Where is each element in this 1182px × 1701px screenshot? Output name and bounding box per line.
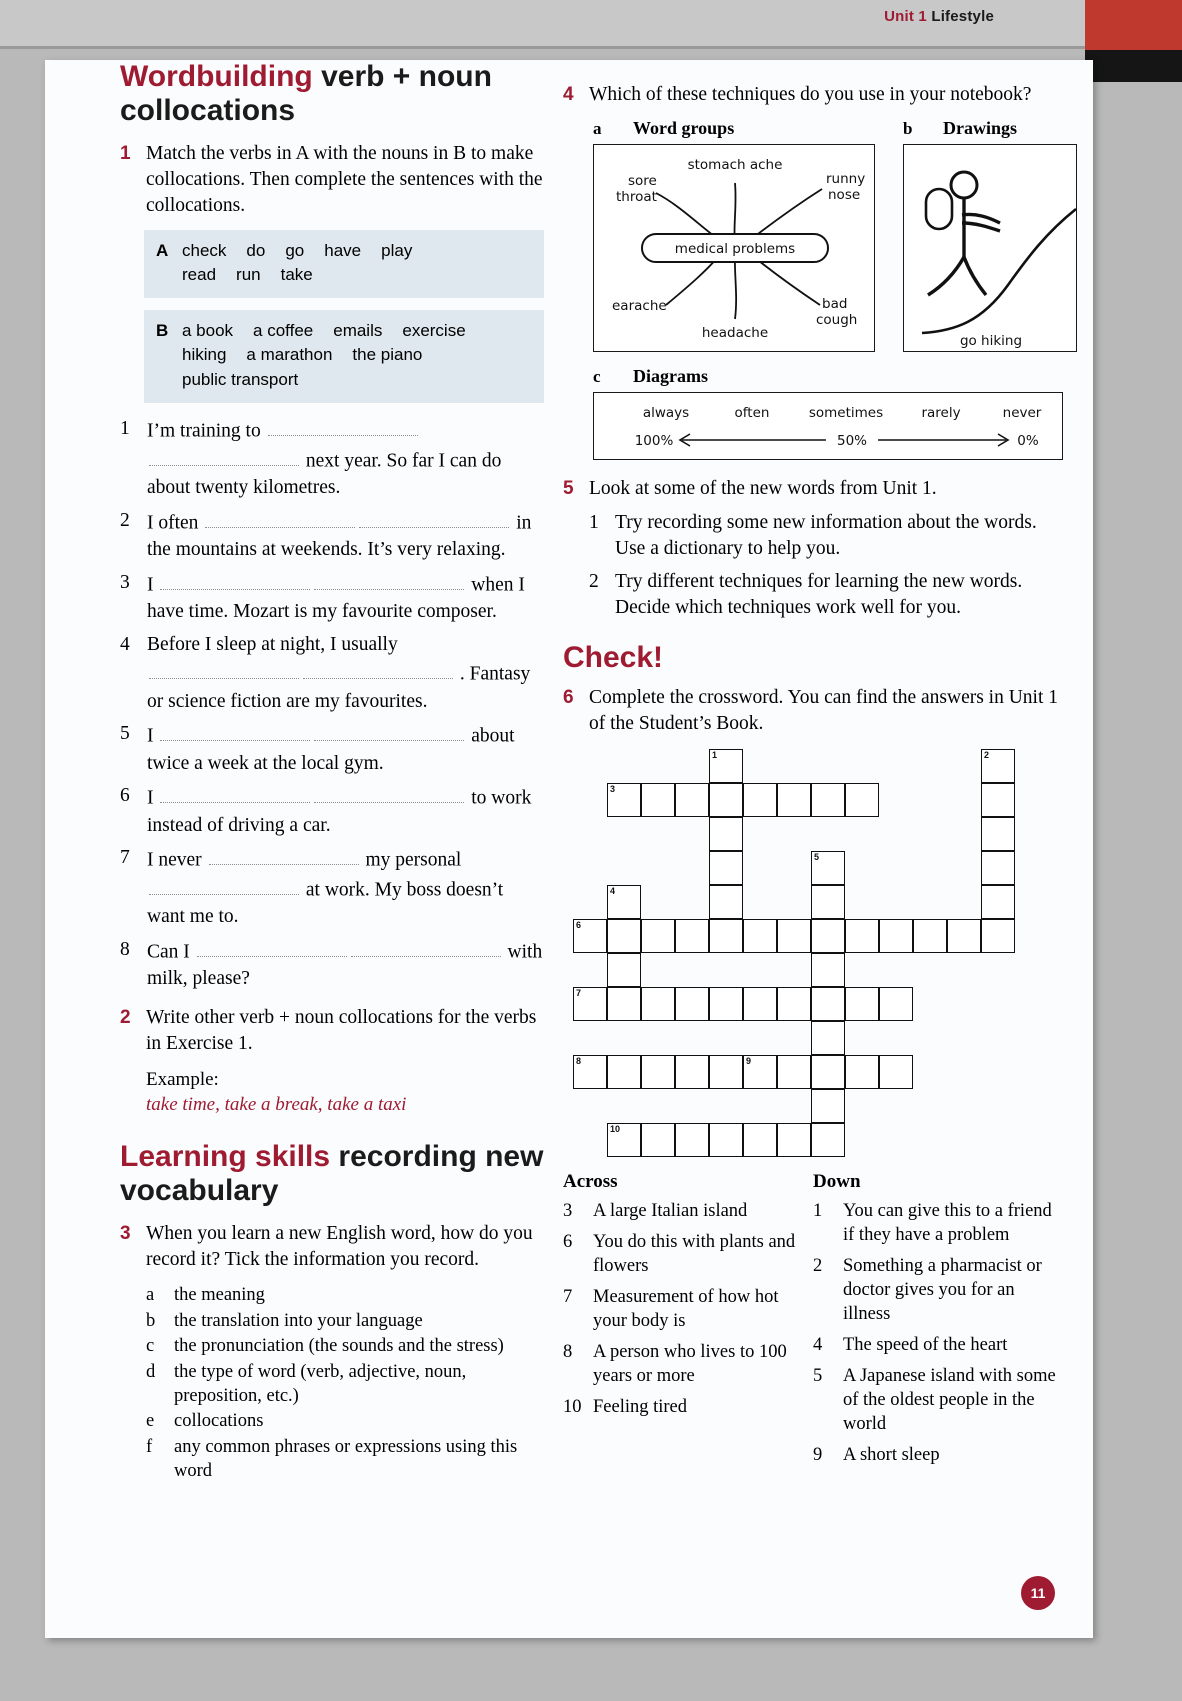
down-clues: [813, 1171, 1063, 1474]
crossword-cell-number: 6: [576, 920, 582, 930]
answer-blank[interactable]: [197, 936, 347, 957]
exercise-4-number: 4: [563, 84, 574, 105]
crossword-cell[interactable]: [777, 1055, 811, 1089]
crossword-cell[interactable]: [811, 1055, 845, 1089]
word-bank-b: [144, 310, 544, 403]
exercise-2: [120, 1005, 545, 1118]
scale-word: sometimes: [808, 405, 884, 422]
crossword-cell-number: 9: [746, 1056, 752, 1066]
clue-number: 5: [813, 1366, 823, 1387]
sentence-text: I about twice a week at the local gym.: [147, 720, 545, 777]
bank-b-word: hiking: [182, 345, 227, 365]
bank-a-word: have: [324, 240, 362, 260]
running-head-unit: Unit 1: [884, 8, 927, 25]
mindmap-branch-label: sore: [628, 173, 657, 190]
clue-number: 2: [813, 1256, 823, 1277]
sentence-item: [120, 569, 545, 626]
answer-blank[interactable]: [351, 936, 501, 957]
crossword-cell[interactable]: [709, 987, 743, 1021]
crossword-cell[interactable]: [743, 919, 777, 953]
exercise-3-instruction: When you learn a new English word, how do you record it? Tick the information you record.: [146, 1223, 533, 1271]
option-item[interactable]: [146, 1334, 545, 1358]
crossword-cell[interactable]: [675, 919, 709, 953]
clue-item: [813, 1364, 1063, 1436]
crossword-cell[interactable]: [777, 987, 811, 1021]
crossword-cell[interactable]: [981, 817, 1015, 851]
learning-skills-heading-black: recording new vocabulary: [120, 1139, 544, 1207]
sentence-item: [120, 782, 545, 839]
crossword-cell[interactable]: [811, 919, 845, 953]
crossword-cell-number: 3: [610, 784, 616, 794]
crossword-cell[interactable]: [607, 783, 641, 817]
bank-a-word: do: [246, 240, 266, 260]
crossword-cell[interactable]: [879, 919, 913, 953]
crossword-cell-number: 4: [610, 886, 616, 896]
clue-text: A short sleep: [843, 1445, 940, 1466]
right-column: [563, 60, 1063, 1474]
bank-a-word: go: [285, 240, 305, 260]
across-clues: [563, 1171, 813, 1474]
crossword-cell[interactable]: [879, 987, 913, 1021]
sentence-number: 6: [120, 784, 130, 806]
clue-text: You do this with plants and flowers: [593, 1232, 796, 1277]
clue-number: 1: [813, 1201, 823, 1221]
answer-blank[interactable]: [314, 720, 464, 741]
technique-c-label: Diagrams: [633, 366, 708, 387]
crossword-cell[interactable]: [811, 783, 845, 817]
word-groups-box: [593, 144, 875, 352]
mindmap-branch-label: bad: [822, 296, 848, 313]
crossword-cell[interactable]: [845, 919, 879, 953]
technique-b-letter: b: [903, 119, 913, 139]
sentence-text: I never my personal at work. My boss doesn’t want me to.: [147, 844, 545, 931]
bank-b-word: a book: [182, 320, 234, 340]
crossword-cell[interactable]: [811, 1123, 845, 1157]
exercise-6: [563, 685, 1063, 737]
scale-percent-right: 0%: [1017, 433, 1039, 450]
crossword-cell[interactable]: [641, 987, 675, 1021]
exercise-1-sentences: [120, 415, 545, 993]
down-title: Down: [813, 1171, 861, 1192]
crossword-cell[interactable]: [845, 783, 879, 817]
word-bank-a: [144, 230, 544, 298]
answer-blank[interactable]: [314, 569, 464, 590]
option-item[interactable]: [146, 1309, 545, 1333]
mindmap-branch-label: nose: [828, 187, 861, 204]
answer-blank[interactable]: [314, 782, 464, 803]
crossword-cell[interactable]: [675, 1055, 709, 1089]
sentence-item: [120, 415, 545, 502]
sentence-text: I when I have time. Mozart is my favourite composer.: [147, 569, 545, 626]
sentence-number: 5: [120, 722, 130, 744]
item-text: Try recording some new information about the words. Use a dictionary to help you.: [615, 512, 1037, 560]
crossword-cell[interactable]: [709, 919, 743, 953]
option-item[interactable]: [146, 1435, 545, 1484]
word-bank-a-letter: A: [156, 240, 169, 260]
mindmap-centre-label: medical problems: [674, 241, 796, 258]
exercise-4-instruction: Which of these techniques do you use in your notebook?: [589, 84, 1032, 105]
crossword-cell[interactable]: [743, 1123, 777, 1157]
crossword-cell[interactable]: [981, 919, 1015, 953]
technique-b: [903, 118, 1077, 352]
drawings-box: [903, 144, 1077, 352]
unit-tab-black: [1085, 50, 1182, 82]
scale-percent-left: 100%: [634, 433, 674, 450]
mindmap-branch-label: throat: [616, 189, 657, 206]
exercise-6-instruction: Complete the crossword. You can find the answers in Unit 1 of the Student’s Book.: [589, 686, 1059, 734]
clue-item: [813, 1199, 1063, 1247]
bank-a-word: take: [280, 265, 313, 285]
crossword-cell[interactable]: [981, 783, 1015, 817]
crossword-clues: [563, 1171, 1063, 1474]
technique-a-label: Word groups: [633, 118, 735, 139]
crossword-cell-number: 2: [984, 750, 990, 760]
page-number: 11: [1021, 1576, 1055, 1610]
crossword-cell[interactable]: [641, 1055, 675, 1089]
crossword-cell[interactable]: [675, 1123, 709, 1157]
option-letter: f: [146, 1436, 153, 1457]
sentence-text: Can I with milk, please?: [147, 936, 545, 993]
bank-a-word: play: [381, 240, 413, 260]
crossword-cell-number: 8: [576, 1056, 582, 1066]
frequency-scale-diagram: [594, 393, 1062, 459]
answer-blank[interactable]: [359, 507, 509, 528]
clue-text: The speed of the heart: [843, 1335, 1008, 1356]
crossword-cell[interactable]: [777, 1123, 811, 1157]
sentence-number: 3: [120, 571, 130, 593]
crossword-cell[interactable]: [743, 987, 777, 1021]
clue-number: 7: [563, 1287, 573, 1308]
crossword-cell[interactable]: [947, 919, 981, 953]
clue-number: 3: [563, 1201, 573, 1221]
crossword-cell-number: 1: [712, 750, 718, 760]
exercise-5-number: 5: [563, 478, 574, 500]
sentence-text: I often in the mountains at weekends. It’s very relaxing.: [147, 507, 545, 564]
clue-item: [813, 1254, 1063, 1326]
sentence-item: [120, 720, 545, 777]
crossword-cell[interactable]: [675, 783, 709, 817]
option-letter: a: [146, 1285, 155, 1306]
crossword-cell[interactable]: [607, 1055, 641, 1089]
crossword-cell[interactable]: [709, 749, 743, 783]
unit-tab-red: [1085, 0, 1182, 50]
answer-blank[interactable]: [268, 415, 418, 436]
crossword-cell[interactable]: [573, 919, 607, 953]
crossword-cell[interactable]: [811, 885, 845, 919]
exercise-3: [120, 1221, 545, 1485]
item-text: Try different techniques for learning the new words. Decide which techniques work well for you.: [615, 570, 1023, 618]
option-letter: c: [146, 1336, 155, 1357]
wordbuilding-heading-black: verb + noun collocations: [120, 60, 492, 127]
exercise-5-items: [589, 510, 1063, 621]
clue-number: 6: [563, 1232, 573, 1253]
hiker-drawing: [904, 145, 1078, 353]
bank-b-word: public transport: [182, 370, 299, 390]
option-letter: d: [146, 1361, 156, 1382]
answer-blank[interactable]: [149, 874, 299, 895]
crossword-cell[interactable]: [913, 919, 947, 953]
exercise-5-item: [589, 569, 1063, 621]
word-groups-mindmap: [594, 145, 876, 353]
crossword-cell[interactable]: [641, 1123, 675, 1157]
clue-item: [813, 1443, 1063, 1467]
clue-text: A Japanese island with some of the oldest people in the world: [843, 1366, 1056, 1435]
crossword-cell[interactable]: [811, 851, 845, 885]
check-heading: Check!: [563, 640, 664, 674]
crossword-cell[interactable]: [811, 987, 845, 1021]
bank-b-word: the piano: [352, 345, 423, 365]
crossword-cell[interactable]: [811, 1089, 845, 1123]
option-item[interactable]: [146, 1409, 545, 1433]
crossword-cell[interactable]: [709, 1055, 743, 1089]
sentence-number: 1: [120, 417, 130, 439]
exercise-3-options: [146, 1283, 545, 1483]
technique-b-heading: [903, 118, 1077, 139]
sentence-number: 7: [120, 846, 130, 868]
answer-blank[interactable]: [205, 507, 355, 528]
crossword-cell[interactable]: [845, 1055, 879, 1089]
option-item[interactable]: [146, 1283, 545, 1307]
clue-text: You can give this to a friend if they have a problem: [843, 1201, 1052, 1246]
sentence-item: [120, 631, 545, 715]
crossword-cell[interactable]: [879, 1055, 913, 1089]
exercise-1-number: 1: [120, 143, 131, 165]
technique-c: [593, 366, 1063, 460]
technique-a: [593, 118, 875, 352]
wordbuilding-heading-red: Wordbuilding: [120, 60, 313, 93]
clue-item: [563, 1395, 813, 1419]
running-head-title: Lifestyle: [931, 8, 994, 25]
sentence-number: 4: [120, 633, 130, 655]
crossword-cell[interactable]: [709, 885, 743, 919]
mindmap-branch-label: runny: [826, 171, 866, 188]
learning-skills-heading-red: Learning skills: [120, 1139, 331, 1173]
answer-blank[interactable]: [149, 658, 299, 679]
clue-text: A large Italian island: [593, 1201, 748, 1221]
exercise-1-instruction: Match the verbs in A with the nouns in B to make collocations. Then complete the sentences with the collocations.: [146, 143, 543, 217]
clue-text: Feeling tired: [593, 1397, 688, 1418]
mindmap-branch-label: cough: [816, 312, 858, 329]
bank-b-word: emails: [333, 320, 383, 340]
answer-blank[interactable]: [160, 720, 310, 741]
option-letter: e: [146, 1411, 155, 1432]
header-rule: [0, 46, 1182, 49]
bank-a-word: read: [182, 265, 217, 285]
scale-word: often: [734, 405, 770, 422]
header-band: [0, 0, 1182, 46]
crossword-cell[interactable]: [573, 987, 607, 1021]
item-number: 1: [589, 512, 599, 534]
answer-blank[interactable]: [160, 569, 310, 590]
clue-item: [563, 1199, 813, 1223]
exercise-5-instruction: Look at some of the new words from Unit 1.: [589, 478, 937, 500]
page-sheet: [45, 60, 1093, 1638]
option-text: the translation into your language: [174, 1310, 423, 1331]
crossword-cell[interactable]: [607, 1123, 641, 1157]
crossword-cell[interactable]: [641, 919, 675, 953]
exercise-2-instruction: Write other verb + noun collocations for the verbs in Exercise 1.: [146, 1006, 537, 1054]
crossword-cell[interactable]: [607, 953, 641, 987]
clue-item: [813, 1333, 1063, 1357]
option-item[interactable]: [146, 1360, 545, 1409]
drawing-caption: go hiking: [959, 333, 1023, 350]
mindmap-branch-label: headache: [701, 325, 769, 342]
scale-word: always: [642, 405, 690, 422]
running-head: [884, 8, 994, 25]
crossword-cell[interactable]: [811, 953, 845, 987]
crossword-cell[interactable]: [845, 987, 879, 1021]
crossword-grid[interactable]: [573, 749, 1015, 1157]
technique-c-heading: [593, 366, 1063, 387]
crossword-cell[interactable]: [981, 851, 1015, 885]
technique-row-ab: [593, 118, 1063, 352]
crossword-cell[interactable]: [743, 783, 777, 817]
exercise-3-number: 3: [120, 1223, 131, 1245]
option-text: any common phrases or expressions using this word: [174, 1436, 518, 1482]
clue-number: 10: [563, 1397, 582, 1418]
crossword-cell[interactable]: [981, 749, 1015, 783]
answer-blank[interactable]: [303, 658, 453, 679]
sentence-text: I’m training to next year. So far I can do about twenty kilometres.: [147, 415, 545, 502]
clue-number: 9: [813, 1445, 823, 1466]
crossword-cell[interactable]: [607, 987, 641, 1021]
crossword-cell[interactable]: [709, 783, 743, 817]
bank-b-word: a coffee: [253, 320, 314, 340]
exercise-2-number: 2: [120, 1006, 131, 1028]
crossword-cell[interactable]: [709, 817, 743, 851]
exercise-6-number: 6: [563, 686, 574, 708]
clue-item: [563, 1285, 813, 1333]
crossword-cell-number: 7: [576, 988, 582, 998]
crossword-cell[interactable]: [811, 1021, 845, 1055]
sentence-text: Before I sleep at night, I usually . Fantasy or science fiction are my favourites.: [147, 633, 531, 712]
scale-word: never: [1002, 405, 1042, 422]
bank-b-word: exercise: [402, 320, 466, 340]
technique-c-letter: c: [593, 367, 601, 387]
bank-a-word: check: [182, 240, 227, 260]
technique-a-heading: [593, 118, 875, 139]
crossword-cell[interactable]: [777, 919, 811, 953]
sentence-item: [120, 507, 545, 564]
technique-a-letter: a: [593, 119, 602, 139]
sentence-number: 2: [120, 509, 130, 531]
clue-text: Something a pharmacist or doctor gives you for an illness: [843, 1256, 1042, 1325]
exercise-2-example-text: take time, take a break, take a taxi: [146, 1094, 407, 1116]
crossword-cell[interactable]: [641, 783, 675, 817]
wordbuilding-heading: [120, 60, 545, 127]
option-text: the type of word (verb, adjective, noun, preposition, etc.): [174, 1361, 467, 1406]
crossword-cell[interactable]: [675, 987, 709, 1021]
exercise-5-item: [589, 510, 1063, 562]
answer-blank[interactable]: [160, 782, 310, 803]
learning-skills-heading: [120, 1140, 545, 1207]
sentence-text: I to work instead of driving a car.: [147, 782, 545, 839]
crossword-cell[interactable]: [573, 1055, 607, 1089]
sentence-number: 8: [120, 938, 130, 960]
clue-text: A person who lives to 100 years or more: [593, 1342, 787, 1387]
answer-blank[interactable]: [209, 844, 359, 865]
clue-item: [563, 1230, 813, 1278]
exercise-1: [120, 141, 545, 219]
option-letter: b: [146, 1310, 156, 1331]
crossword-cell[interactable]: [981, 885, 1015, 919]
crossword-cell[interactable]: [709, 851, 743, 885]
sentence-item: [120, 844, 545, 931]
option-text: collocations: [174, 1411, 264, 1432]
technique-b-label: Drawings: [943, 118, 1018, 139]
exercise-2-example-label: Example:: [146, 1069, 219, 1091]
option-text: the pronunciation (the sounds and the stress): [174, 1336, 504, 1357]
item-number: 2: [589, 570, 599, 592]
left-column: [120, 60, 545, 1495]
crossword-cell[interactable]: [743, 1055, 777, 1089]
crossword-cell[interactable]: [607, 919, 641, 953]
bank-b-word: a marathon: [246, 345, 333, 365]
scale-percent-mid: 50%: [836, 433, 868, 450]
bank-a-word: run: [236, 265, 261, 285]
mindmap-branch-label: earache: [612, 298, 667, 315]
scale-word: rarely: [921, 405, 961, 422]
crossword-cell-number: 5: [814, 852, 820, 862]
answer-blank[interactable]: [149, 445, 299, 466]
mindmap-branch-label: stomach ache: [687, 157, 783, 174]
clue-item: [563, 1340, 813, 1388]
sentence-item: [120, 936, 545, 993]
crossword-cell[interactable]: [709, 1123, 743, 1157]
exercise-5: [563, 476, 1063, 627]
exercise-4: [563, 82, 1063, 108]
crossword-cell-number: 10: [610, 1124, 621, 1134]
crossword-cell[interactable]: [607, 885, 641, 919]
across-title: Across: [563, 1171, 618, 1192]
word-bank-b-letter: B: [156, 320, 169, 340]
clue-number: 4: [813, 1335, 823, 1356]
diagram-box: [593, 392, 1063, 460]
crossword-cell[interactable]: [777, 783, 811, 817]
option-text: the meaning: [174, 1285, 265, 1306]
clue-text: Measurement of how hot your body is: [593, 1287, 779, 1332]
clue-number: 8: [563, 1342, 573, 1363]
